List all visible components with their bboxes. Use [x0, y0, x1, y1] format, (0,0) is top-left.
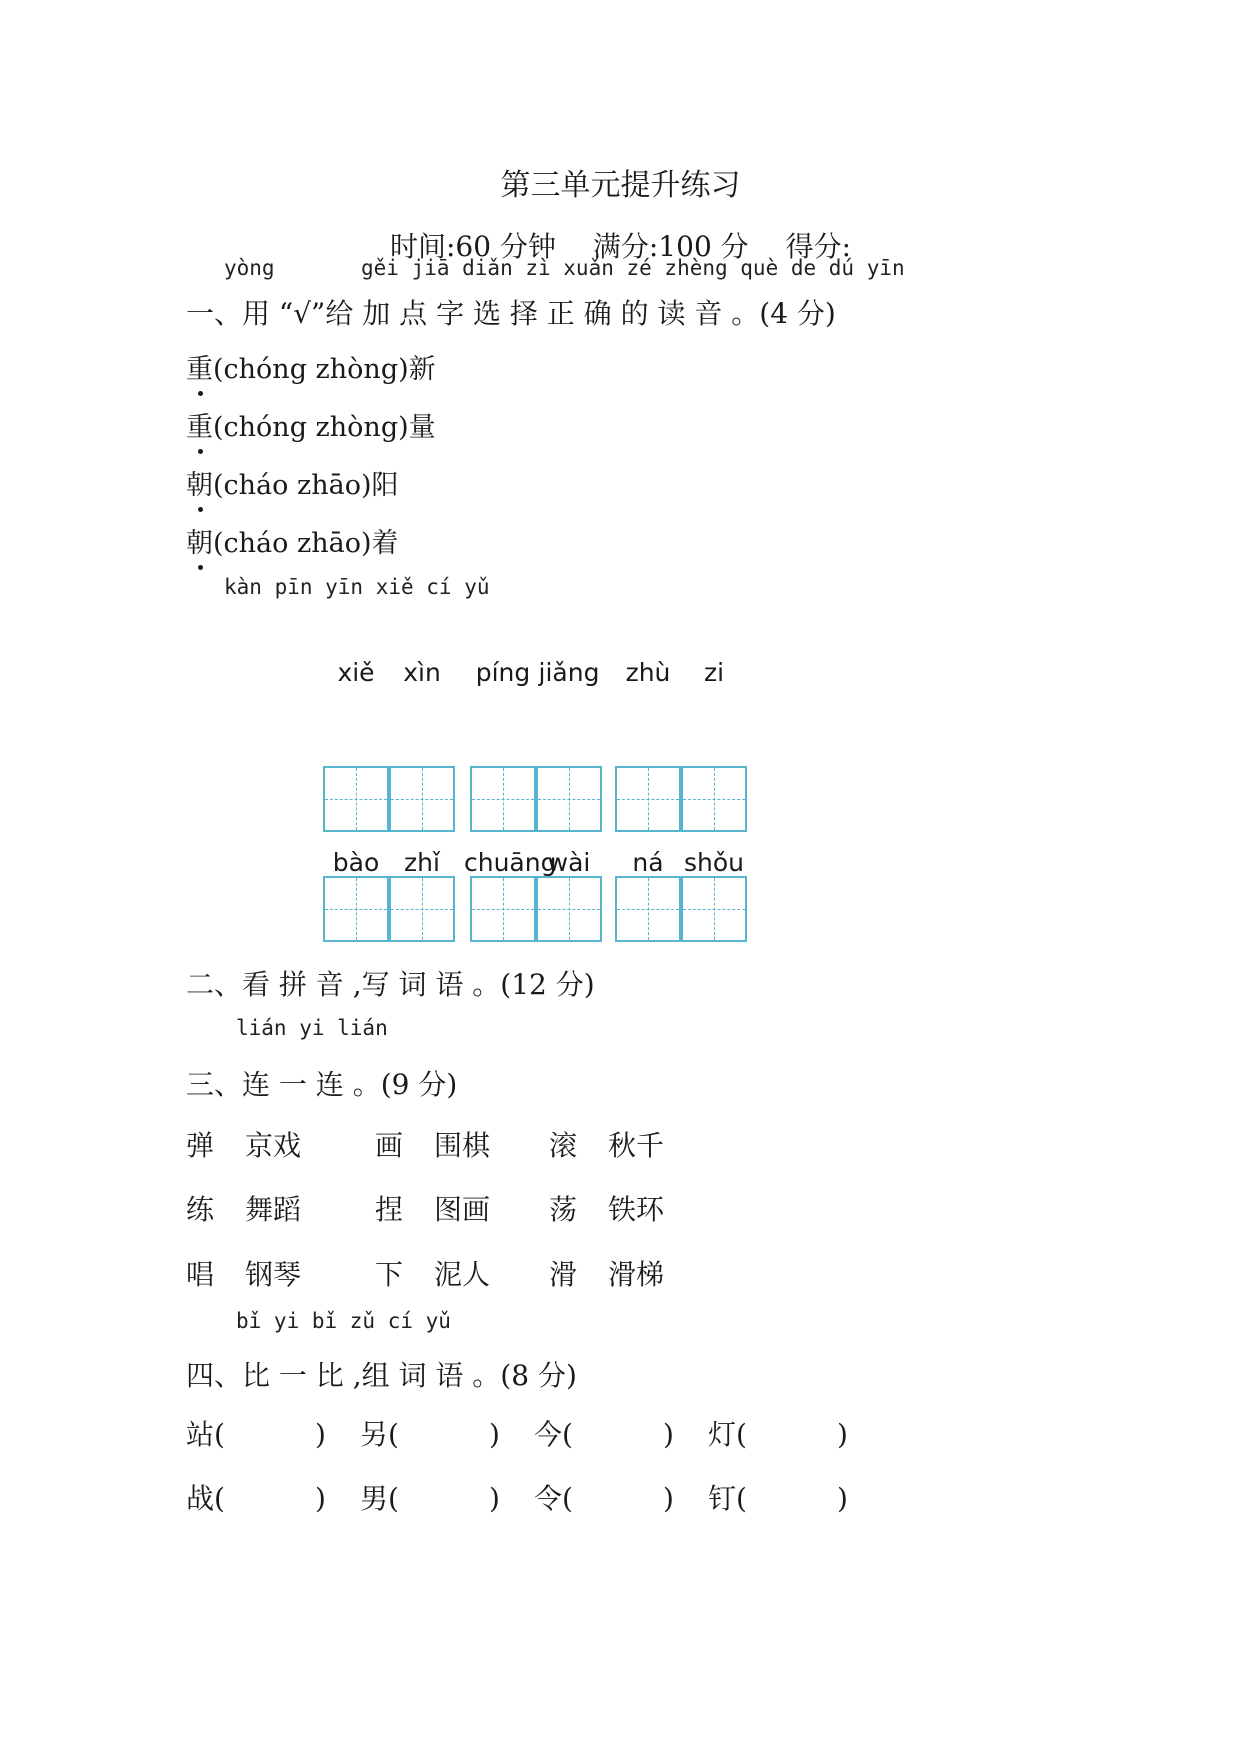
word-suffix: 量: [408, 412, 436, 443]
match-item[interactable]: 捏: [375, 1193, 404, 1226]
word-blank[interactable]: 钉( ): [708, 1482, 848, 1515]
match-item[interactable]: 练: [186, 1193, 215, 1226]
q1-item-1[interactable]: [186, 347, 436, 386]
grid-pinyin: chuāng: [464, 848, 557, 877]
grid-pinyin: wài: [547, 848, 591, 877]
time-limit: 时间:60 分钟: [390, 230, 556, 263]
pinyin-options[interactable]: (chóng zhòng): [213, 412, 409, 443]
word-blank[interactable]: 男( ): [360, 1482, 500, 1515]
pinyin-options[interactable]: (cháo zhāo): [213, 470, 372, 501]
word-suffix: 阳: [371, 470, 399, 501]
match-item[interactable]: 弹: [186, 1129, 215, 1162]
match-item[interactable]: 滑梯: [608, 1258, 665, 1291]
dotted-char: 朝: [186, 470, 213, 501]
writing-box[interactable]: [615, 876, 681, 942]
match-item[interactable]: 荡: [549, 1193, 578, 1226]
match-item[interactable]: 画: [375, 1129, 404, 1162]
writing-box[interactable]: [615, 766, 681, 832]
q1-pinyin-yong: yòng: [224, 256, 275, 280]
match-item[interactable]: 泥人: [434, 1258, 491, 1291]
grid-pinyin: jiǎng: [538, 658, 600, 687]
grid-pinyin: xiě: [337, 658, 375, 687]
writing-box[interactable]: [389, 766, 455, 832]
full-score: 满分:100 分: [592, 230, 749, 263]
match-item[interactable]: 舞蹈: [245, 1193, 302, 1226]
grid-pinyin: shǒu: [683, 848, 744, 877]
writing-box[interactable]: [536, 876, 602, 942]
grid-pinyin: bào: [332, 848, 380, 877]
grid-pinyin: zhǐ: [404, 848, 440, 877]
dotted-char: 重: [186, 354, 213, 385]
writing-box[interactable]: [536, 766, 602, 832]
writing-box[interactable]: [323, 876, 389, 942]
writing-box[interactable]: [470, 876, 536, 942]
word-blank[interactable]: 令( ): [534, 1482, 674, 1515]
grid-pinyin: ná: [632, 848, 664, 877]
match-item[interactable]: 滑: [549, 1258, 578, 1291]
q1-item-3[interactable]: [186, 463, 398, 502]
pinyin-options[interactable]: (cháo zhāo): [213, 528, 372, 559]
writing-box[interactable]: [389, 876, 455, 942]
q4-heading: 四、比 一 比 ,组 词 语 。(8 分): [186, 1359, 577, 1392]
match-item[interactable]: 京戏: [245, 1129, 302, 1162]
word-suffix: 新: [408, 354, 436, 385]
grid-pinyin: zi: [703, 658, 725, 687]
writing-box[interactable]: [323, 766, 389, 832]
score-field[interactable]: 得分:: [785, 230, 851, 263]
match-item[interactable]: 围棋: [434, 1129, 491, 1162]
dotted-char: 朝: [186, 528, 213, 559]
match-item[interactable]: 下: [375, 1258, 404, 1291]
q1-item-2[interactable]: [186, 405, 436, 444]
grid-pinyin: xìn: [403, 658, 441, 687]
page-title: 第三单元提升练习: [500, 168, 741, 203]
match-item[interactable]: 图画: [434, 1193, 491, 1226]
q3-heading: 三、连 一 连 。(9 分): [186, 1068, 458, 1101]
q1-item-4[interactable]: [186, 521, 398, 560]
word-blank[interactable]: 战( ): [186, 1482, 326, 1515]
q2-pinyin: kàn pīn yīn xiě cí yǔ: [224, 575, 490, 599]
match-item[interactable]: 铁环: [608, 1193, 665, 1226]
q1-heading: 一、用 “√”给 加 点 字 选 择 正 确 的 读 音 。(4 分): [186, 297, 836, 330]
word-blank[interactable]: 另( ): [360, 1418, 500, 1451]
q3-pinyin: lián yi lián: [236, 1016, 388, 1040]
q4-pinyin: bǐ yi bǐ zǔ cí yǔ: [236, 1309, 451, 1333]
grid-pinyin: zhù: [625, 658, 671, 687]
word-blank[interactable]: 今( ): [534, 1418, 674, 1451]
q1-pinyin: gěi jiā diǎn zì xuǎn zé zhèng què de dú yīn: [361, 256, 905, 280]
q2-heading: 二、看 拼 音 ,写 词 语 。(12 分): [186, 968, 595, 1001]
writing-box[interactable]: [681, 766, 747, 832]
word-blank[interactable]: 灯( ): [708, 1418, 848, 1451]
match-item[interactable]: 唱: [186, 1258, 215, 1291]
match-item[interactable]: 钢琴: [245, 1258, 302, 1291]
writing-box[interactable]: [470, 766, 536, 832]
pinyin-options[interactable]: (chóng zhòng): [213, 354, 409, 385]
match-item[interactable]: 滚: [549, 1129, 578, 1162]
writing-box[interactable]: [681, 876, 747, 942]
word-suffix: 着: [371, 528, 399, 559]
match-item[interactable]: 秋千: [608, 1129, 665, 1162]
dotted-char: 重: [186, 412, 213, 443]
word-blank[interactable]: 站( ): [186, 1418, 326, 1451]
grid-pinyin: píng: [475, 658, 531, 687]
